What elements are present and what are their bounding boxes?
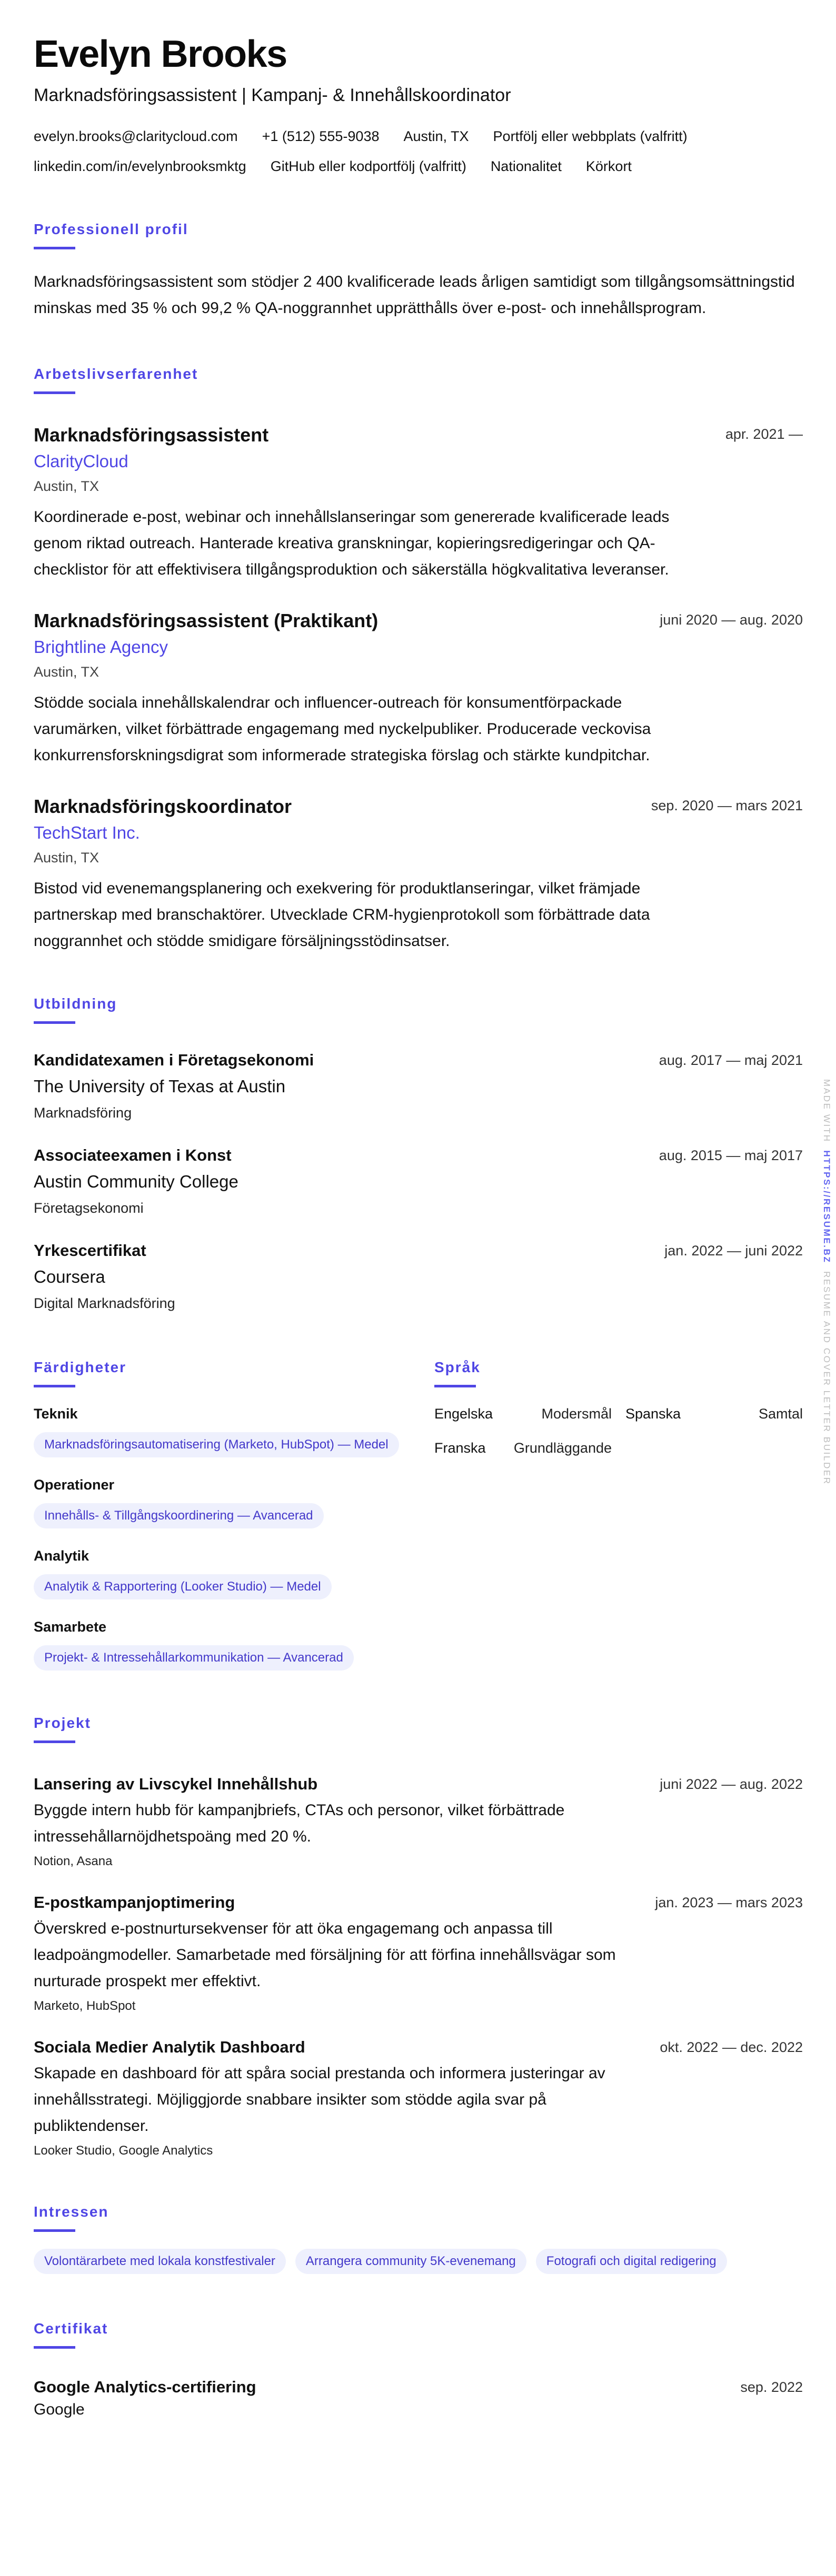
degree: Yrkescertifikat <box>34 1241 146 1260</box>
language-list <box>434 1404 803 1457</box>
project-title: Lansering av Livscykel Innehållshub <box>34 1775 318 1793</box>
interest-chip: Fotografi och digital redigering <box>536 2249 727 2274</box>
school: The University of Texas at Austin <box>34 1076 286 1096</box>
project-title: Sociala Medier Analytik Dashboard <box>34 2038 305 2056</box>
language-level: Modersmål <box>541 1406 612 1422</box>
interest-list <box>34 2249 803 2274</box>
job-description: Bistod vid evenemangsplanering och exekvering för produktlanseringar, vilket främjade partnerskap med branschaktörer. Utvecklade CRM-hygienprotokoll som förbättrade data noggrannhet och stödde smidigare försäljningsstödinsatser. <box>34 880 650 950</box>
project-tools: Looker Studio, Google Analytics <box>34 2144 213 2158</box>
language-name: Spanska <box>625 1406 681 1422</box>
profile-summary: Marknadsföringsassistent som stödjer 2 400 kvalificerade leads årligen samtidigt som tillgångsomsättningstid minskas med 35 % och 99,2 % QA-noggrannhet upprätthålls över e-post- och innehållsprogram. <box>34 273 795 317</box>
job-description: Stödde sociala innehållskalendrar och influencer-outreach för konsumentförpackade varumärken, vilket förbättrade engagemang med nyckelpubliker. Producerade veckovisa konkurrensforskningsdigrat som informerade strategiska förslag och stärkte kundpitchar. <box>34 694 651 764</box>
education-entry <box>34 1145 803 1217</box>
section-divider <box>434 1385 476 1387</box>
section-heading: Arbetslivserfarenhet <box>34 366 198 382</box>
skill-chip: Marknadsföringsautomatisering (Marketo, HubSpot) — Medel <box>34 1432 399 1457</box>
job-entry <box>34 424 803 583</box>
project-entry <box>34 1774 803 1870</box>
job-entry <box>34 609 803 769</box>
project-description: Överskred e-postnurtursekvenser för att öka engagemang och anpassa till leadpoängmodeller. Samarbetade med försäljning för att förfina innehållsvägar som nurturade prospekt mer effektivt. <box>34 1920 616 1990</box>
project-description: Skapade en dashboard för att spåra social prestanda och informera justeringar av innehållsstrategi. Möjliggjorde snabbare insikter som stödde agila svar på publiktendenser. <box>34 2065 605 2135</box>
skill-category: Analytik <box>34 1548 89 1564</box>
contact-nationality: Nationalitet <box>490 158 562 174</box>
education-dates: aug. 2015 — maj 2017 <box>659 1148 803 1163</box>
section-heading: Projekt <box>34 1715 91 1731</box>
project-title: E-postkampanjoptimering <box>34 1893 235 1911</box>
contact-github[interactable]: GitHub eller kodportfölj (valfritt) <box>270 158 466 174</box>
job-title: Marknadsföringsassistent <box>34 424 269 446</box>
skill-chip: Projekt- & Intressehållarkommunikation — Avancerad <box>34 1645 354 1671</box>
certificate-issuer: Google <box>34 2401 85 2418</box>
education-dates: aug. 2017 — maj 2021 <box>659 1052 803 1068</box>
language-item <box>434 1404 612 1423</box>
resume-header <box>34 33 803 177</box>
language-item <box>625 1404 803 1423</box>
interests-section <box>34 2202 803 2274</box>
language-name: Franska <box>434 1440 486 1456</box>
language-level: Samtal <box>758 1406 803 1422</box>
certificates-section <box>34 2319 803 2419</box>
contact-email[interactable]: evelyn.brooks@claritycloud.com <box>34 128 238 144</box>
profile-section <box>34 220 803 321</box>
section-divider <box>34 1021 75 1024</box>
job-location: Austin, TX <box>34 664 99 680</box>
contact-location: Austin, TX <box>403 128 469 144</box>
job-location: Austin, TX <box>34 478 99 494</box>
projects-section <box>34 1714 803 2159</box>
candidate-name: Evelyn Brooks <box>34 33 287 75</box>
interest-chip: Volontärarbete med lokala konstfestivaler <box>34 2249 286 2274</box>
degree: Kandidatexamen i Företagsekonomi <box>34 1051 314 1069</box>
field-of-study: Digital Marknadsföring <box>34 1295 175 1311</box>
job-company: ClarityCloud <box>34 451 128 471</box>
section-heading: Språk <box>434 1359 481 1375</box>
job-company: TechStart Inc. <box>34 823 140 842</box>
project-dates: okt. 2022 — dec. 2022 <box>660 2039 803 2055</box>
contact-phone[interactable]: +1 (512) 555-9038 <box>262 128 380 144</box>
watermark-prefix: MADE WITH <box>822 1079 832 1143</box>
job-title: Marknadsföringskoordinator <box>34 796 292 817</box>
job-location: Austin, TX <box>34 850 99 866</box>
project-entry <box>34 2037 803 2159</box>
builder-watermark <box>820 1079 833 1485</box>
project-dates: juni 2022 — aug. 2022 <box>660 1776 803 1792</box>
skill-chip: Analytik & Rapportering (Looker Studio) — Medel <box>34 1574 332 1599</box>
project-entry <box>34 1892 803 2015</box>
project-tools: Notion, Asana <box>34 1854 113 1868</box>
section-divider <box>34 247 75 249</box>
certificate-date: sep. 2022 <box>740 2379 803 2395</box>
project-dates: jan. 2023 — mars 2023 <box>655 1895 803 1910</box>
candidate-headline: Marknadsföringsassistent | Kampanj- & Innehållskoordinator <box>34 85 511 105</box>
contact-license: Körkort <box>585 158 632 174</box>
contact-linkedin[interactable]: linkedin.com/in/evelynbrooksmktg <box>34 158 246 174</box>
watermark-link[interactable]: HTTPS://RESUME.BZ <box>822 1150 832 1264</box>
job-dates: apr. 2021 — <box>725 426 803 442</box>
contact-portfolio[interactable]: Portfölj eller webbplats (valfritt) <box>493 128 688 144</box>
education-entry <box>34 1050 803 1122</box>
skill-chip: Innehålls- & Tillgångskoordinering — Avancerad <box>34 1503 324 1528</box>
education-dates: jan. 2022 — juni 2022 <box>664 1243 803 1259</box>
job-dates: juni 2020 — aug. 2020 <box>660 612 803 628</box>
watermark-suffix: RESUME AND COVER LETTER BUILDER <box>822 1271 832 1485</box>
section-divider <box>34 1740 75 1743</box>
contact-list <box>34 126 803 177</box>
education-section <box>34 994 803 1313</box>
project-description: Byggde intern hubb för kampanjbriefs, CTAs och personor, vilket förbättrade intressehållarnöjdhetspoäng med 20 %. <box>34 1802 565 1845</box>
section-divider <box>34 391 75 394</box>
section-divider <box>34 2346 75 2349</box>
job-description: Koordinerade e-post, webinar och innehållslanseringar som genererade kvalificerade leads genom riktad outreach. Hanterade kreativa granskningar, kopieringsredigeringar och QA-checklistor för att effektivisera tillgångsproduktion och säkerställa högkvalitativa leveranser. <box>34 508 670 578</box>
interest-chip: Arrangera community 5K-evenemang <box>295 2249 526 2274</box>
section-heading: Intressen <box>34 2203 109 2220</box>
education-entry <box>34 1240 803 1313</box>
section-heading: Certifikat <box>34 2320 108 2337</box>
language-item <box>434 1438 612 1457</box>
language-level: Grundläggande <box>513 1440 612 1456</box>
school: Coursera <box>34 1267 105 1286</box>
school: Austin Community College <box>34 1172 238 1191</box>
skill-category: Operationer <box>34 1477 115 1493</box>
skill-category: Teknik <box>34 1406 78 1422</box>
section-divider <box>34 1385 75 1387</box>
job-entry <box>34 795 803 954</box>
section-heading: Professionell profil <box>34 221 188 237</box>
section-heading: Utbildning <box>34 995 117 1012</box>
skills-section <box>34 1358 402 1671</box>
job-company: Brightline Agency <box>34 637 168 657</box>
field-of-study: Marknadsföring <box>34 1105 132 1121</box>
experience-section <box>34 365 803 954</box>
skills-languages-row <box>34 1358 803 1671</box>
languages-section <box>434 1358 803 1671</box>
job-title: Marknadsföringsassistent (Praktikant) <box>34 610 379 631</box>
job-dates: sep. 2020 — mars 2021 <box>651 798 803 813</box>
language-name: Engelska <box>434 1406 493 1422</box>
certificate-title: Google Analytics-certifiering <box>34 2378 256 2396</box>
section-divider <box>34 2229 75 2232</box>
section-heading: Färdigheter <box>34 1359 127 1375</box>
skill-category: Samarbete <box>34 1619 107 1635</box>
certificate-entry <box>34 2377 803 2419</box>
project-tools: Marketo, HubSpot <box>34 1999 136 2013</box>
degree: Associateexamen i Konst <box>34 1146 232 1164</box>
field-of-study: Företagsekonomi <box>34 1200 144 1216</box>
